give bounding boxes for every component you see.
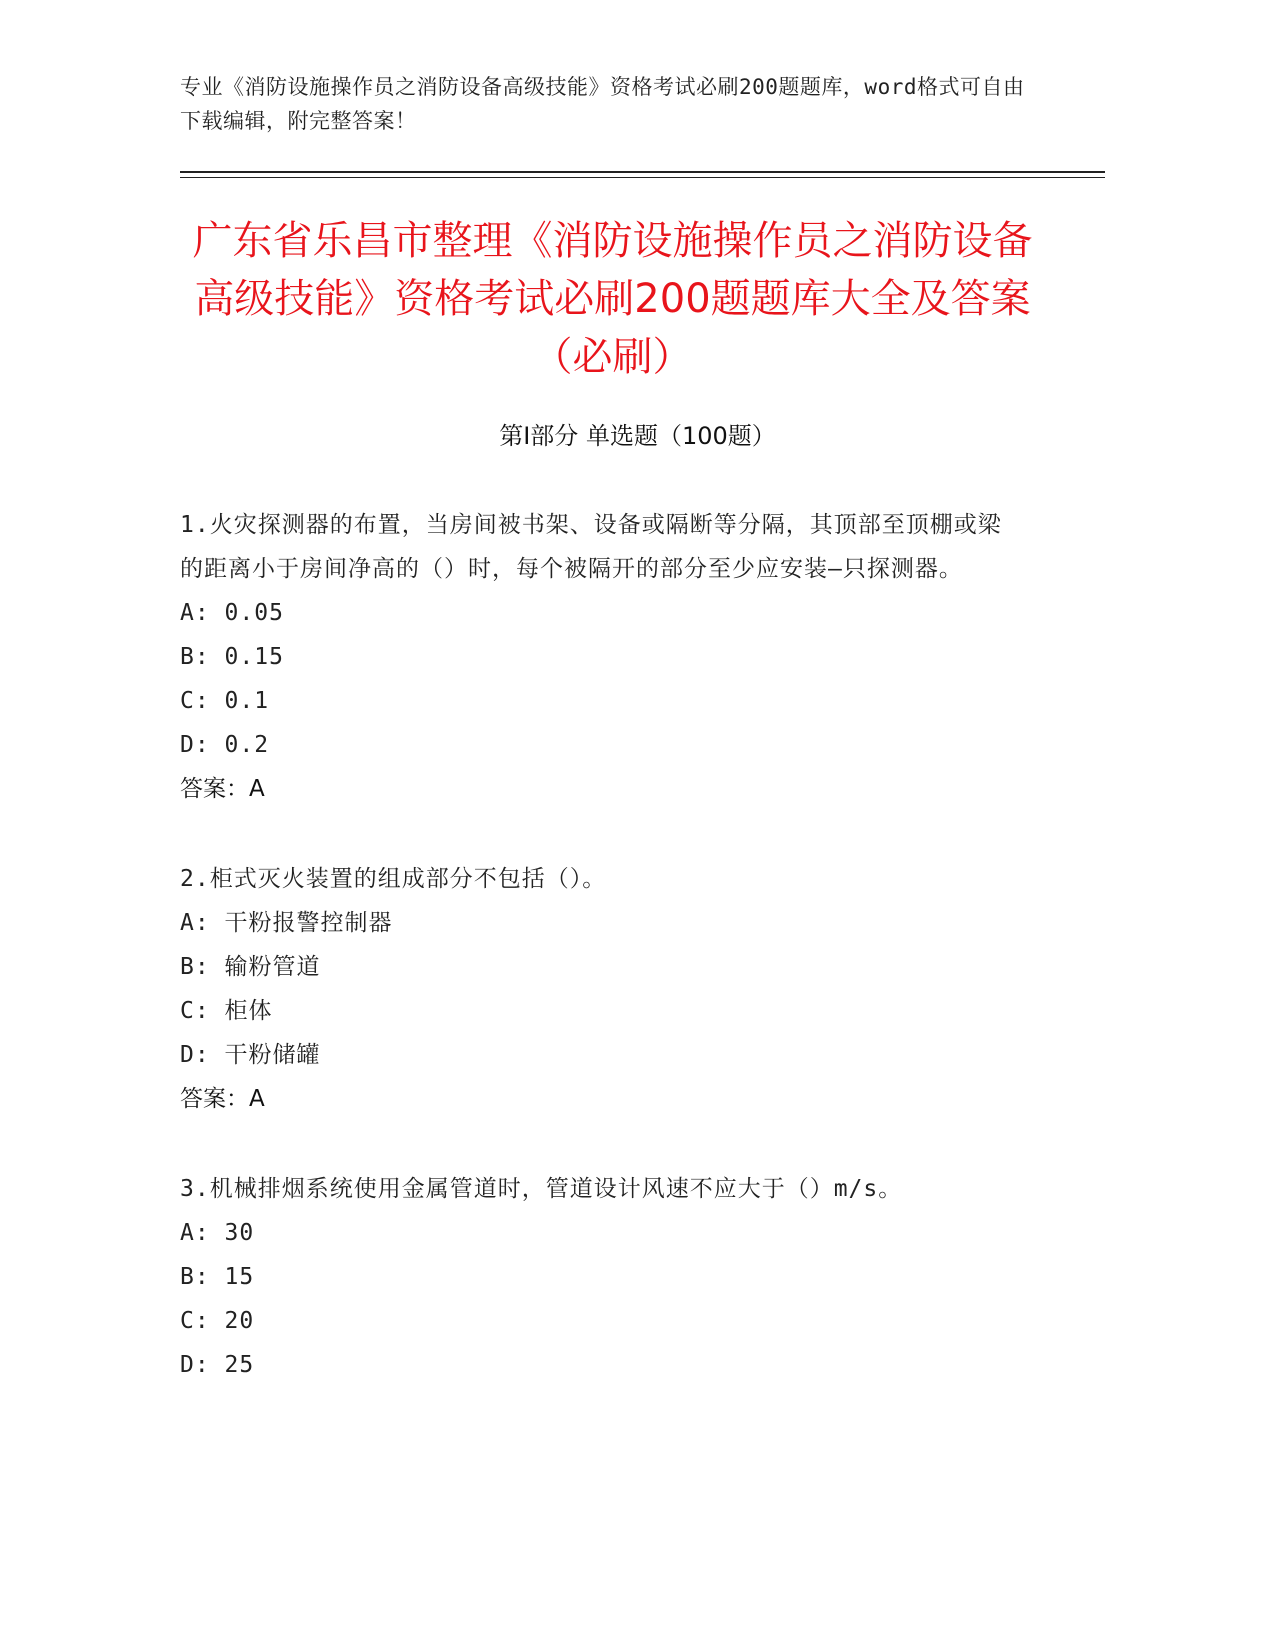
option-d: D: 0.2	[180, 732, 270, 758]
header-note: 专业《消防设施操作员之消防设备高级技能》资格考试必刷200题题库，word格式可自由下载编辑，附完整答案！	[180, 75, 1025, 133]
question-2	[180, 857, 1020, 1121]
question-3	[180, 1167, 1020, 1387]
option-d: D: 干粉储罐	[180, 1042, 321, 1068]
option-b: B: 15	[180, 1264, 255, 1290]
answer-line: 答案：A	[180, 1086, 265, 1112]
option-a: A: 干粉报警控制器	[180, 910, 393, 936]
option-b: B: 输粉管道	[180, 954, 321, 980]
option-c: C: 柜体	[180, 998, 273, 1024]
question-list	[180, 503, 1020, 1433]
option-b: B: 0.15	[180, 644, 284, 670]
document-title: 广东省乐昌市整理《消防设施操作员之消防设备高级技能》资格考试必刷200题题库大全及答案（必刷）	[192, 218, 1033, 380]
question-stem: 2.柜式灭火装置的组成部分不包括（）。	[180, 866, 607, 892]
header-divider-thick	[180, 171, 1105, 173]
answer-line: 答案：A	[180, 776, 265, 802]
option-c: C: 20	[180, 1308, 255, 1334]
section-title: 第I部分 单选题（100题）	[499, 422, 776, 450]
option-a: A: 30	[180, 1220, 255, 1246]
question-stem: 1.火灾探测器的布置，当房间被书架、设备或隔断等分隔，其顶部至顶棚或梁的距离小于房间净高的（）时，每个被隔开的部分至少应安装—只探测器。	[180, 512, 1002, 582]
question-1	[180, 503, 1020, 811]
option-c: C: 0.1	[180, 688, 270, 714]
header-divider-thin	[180, 177, 1105, 178]
question-stem: 3.机械排烟系统使用金属管道时，管道设计风速不应大于（）m/s。	[180, 1176, 903, 1202]
option-d: D: 25	[180, 1352, 255, 1378]
option-a: A: 0.05	[180, 600, 284, 626]
